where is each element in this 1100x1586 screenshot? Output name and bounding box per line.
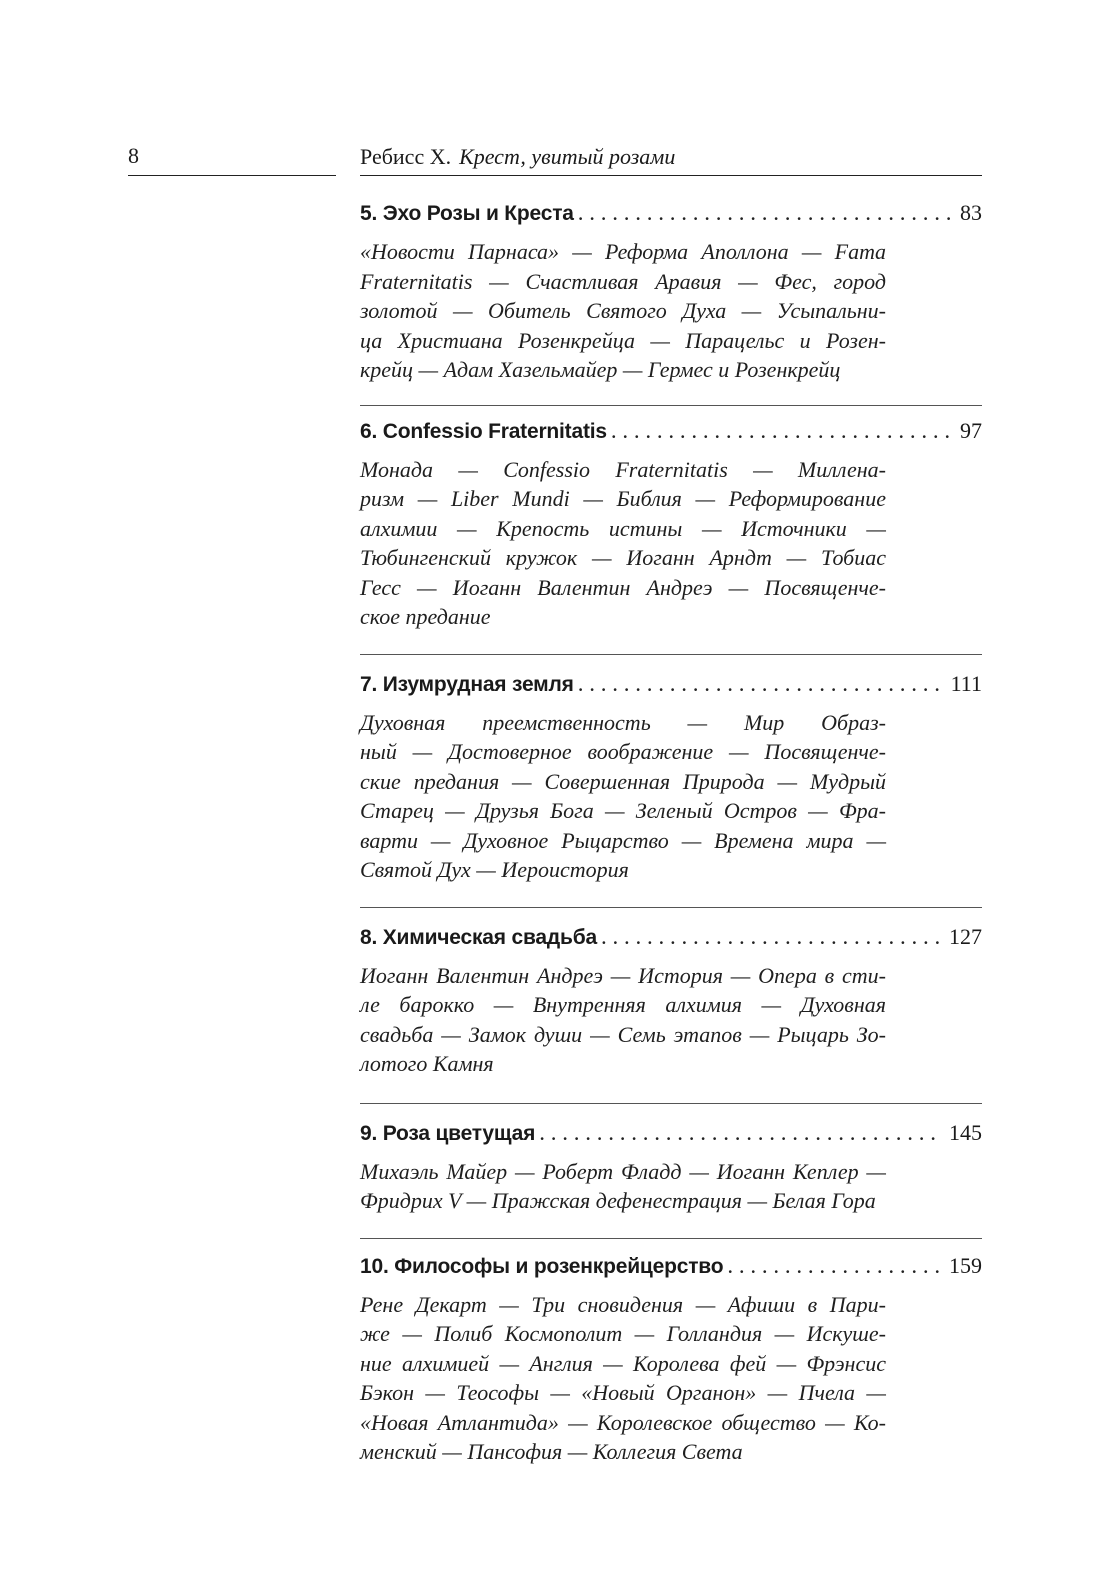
toc-entry-heading[interactable] (360, 1118, 982, 1149)
toc-entry-heading[interactable] (360, 416, 982, 447)
topic-line: Фридрих V — Пражская дефенестрация — Белая Гора (360, 1188, 876, 1213)
toc-entry-title[interactable]: 5. Эхо Розы и Креста (360, 202, 574, 225)
running-head-author: Ребисс Х. (360, 144, 452, 169)
topic-line: Тюбингенский кружок — Иоганн Арндт — Тобиас (360, 545, 886, 570)
toc-entry-7 (360, 654, 982, 907)
dot-leader (727, 1251, 943, 1281)
table-of-contents (360, 198, 982, 1467)
topic-line: Старец — Друзья Бога — Зеленый Остров — Фра- (360, 798, 886, 823)
toc-entry-topics (360, 237, 886, 385)
topic-line: Михаэль Майер — Роберт Фладд — Иоганн Кеплер — (360, 1158, 886, 1184)
topic-line: Бэкон — Теософы — «Новый Органон» — Пчела — (360, 1380, 886, 1405)
topic-line: «Новая Атлантида» — Королевское общество — Ко- (360, 1409, 886, 1435)
topic-line: ный — Достоверное воображение — Посвященче- (360, 739, 886, 764)
dot-leader (611, 416, 954, 446)
topic-line: Гесс — Иоганн Валентин Андреэ — Посвященче- (360, 574, 886, 600)
topic-line: варти — Духовное Рыцарство — Времена мира — (360, 827, 886, 853)
toc-entry-title[interactable]: 6. Confessio Fraternitatis (360, 419, 607, 443)
topic-line: Иоганн Валентин Андреэ — История — Опера в сти- (360, 962, 886, 988)
page-number: 8 (128, 143, 139, 168)
toc-entry-8 (360, 907, 982, 1103)
running-head (360, 144, 675, 170)
header-rule-right (360, 175, 982, 176)
topic-line: алхимии — Крепость истины — Источники — (360, 515, 886, 541)
topic-line: ле барокко — Внутренняя алхимия — Духовная (360, 992, 886, 1017)
toc-entry-page[interactable]: 111 (950, 670, 982, 696)
topic-line: ризм — Liber Mundi — Библия — Реформирование (360, 486, 886, 511)
topic-line: Духовная преемственность — Мир Образ- (360, 709, 886, 735)
toc-entry-page[interactable]: 83 (960, 200, 982, 225)
toc-entry-9 (360, 1103, 982, 1238)
toc-entry-10 (360, 1238, 982, 1467)
toc-entry-heading[interactable] (360, 198, 982, 229)
toc-entry-page[interactable]: 127 (949, 923, 982, 949)
toc-entry-topics (360, 708, 886, 885)
dot-leader (539, 1118, 943, 1148)
toc-entry-heading[interactable] (360, 1251, 982, 1282)
toc-entry-page[interactable]: 97 (960, 417, 982, 443)
dot-leader (578, 669, 945, 699)
topic-line: Рене Декарт — Три сновидения — Афиши в Пари- (360, 1291, 886, 1317)
topic-line: Монада — Confessio Fraternitatis — Миллена- (360, 456, 886, 482)
topic-line: ние алхимией — Англия — Королева фей — Фрэнсис (360, 1350, 886, 1376)
toc-entry-title[interactable]: 10. Философы и розенкрейцерство (360, 1254, 724, 1278)
topic-line: лотого Камня (360, 1051, 494, 1076)
toc-entry-topics (360, 961, 886, 1079)
toc-entry-page[interactable]: 159 (949, 1252, 982, 1278)
topic-line: Fraternitatis — Счастливая Аравия — Фес, город (360, 268, 886, 294)
header-rule-left (128, 175, 336, 176)
dot-leader (578, 198, 954, 228)
topic-line: «Новости Парнаса» — Реформа Аполлона — Fama (360, 239, 886, 264)
toc-entry-title[interactable]: 8. Химическая свадьба (360, 925, 597, 949)
toc-entry-page[interactable]: 145 (949, 1119, 982, 1145)
toc-entry-title[interactable]: 7. Изумрудная земля (360, 672, 574, 696)
toc-entry-heading[interactable] (360, 669, 982, 700)
topic-line: же — Полиб Космополит — Голландия — Искуше- (360, 1321, 886, 1346)
dot-leader (601, 922, 943, 952)
toc-entry-topics (360, 1157, 886, 1216)
toc-entry-title[interactable]: 9. Роза цветущая (360, 1121, 536, 1145)
topic-line: ца Христиана Розенкрейца — Парацельс и Розен- (360, 327, 886, 353)
topic-line: Святой Дух — Иероистория (360, 857, 629, 882)
topic-line: ские предания — Совершенная Природа — Мудрый (360, 768, 886, 794)
topic-line: крейц — Адам Хазельмайер — Гермес и Розенкрейц (360, 357, 841, 382)
toc-entry-topics (360, 1290, 886, 1467)
topic-line: ское предание (360, 604, 491, 629)
toc-entry-topics (360, 455, 886, 632)
topic-line: свадьба — Замок души — Семь этапов — Рыцарь Зо- (360, 1021, 886, 1047)
topic-line: золотой — Обитель Святого Духа — Усыпальни- (360, 298, 886, 323)
toc-entry-6 (360, 405, 982, 654)
toc-entry-5 (360, 198, 982, 405)
running-head-title: Крест, увитый розами (459, 144, 676, 169)
toc-entry-heading[interactable] (360, 922, 982, 953)
topic-line: менский — Пансофия — Коллегия Света (360, 1439, 743, 1464)
